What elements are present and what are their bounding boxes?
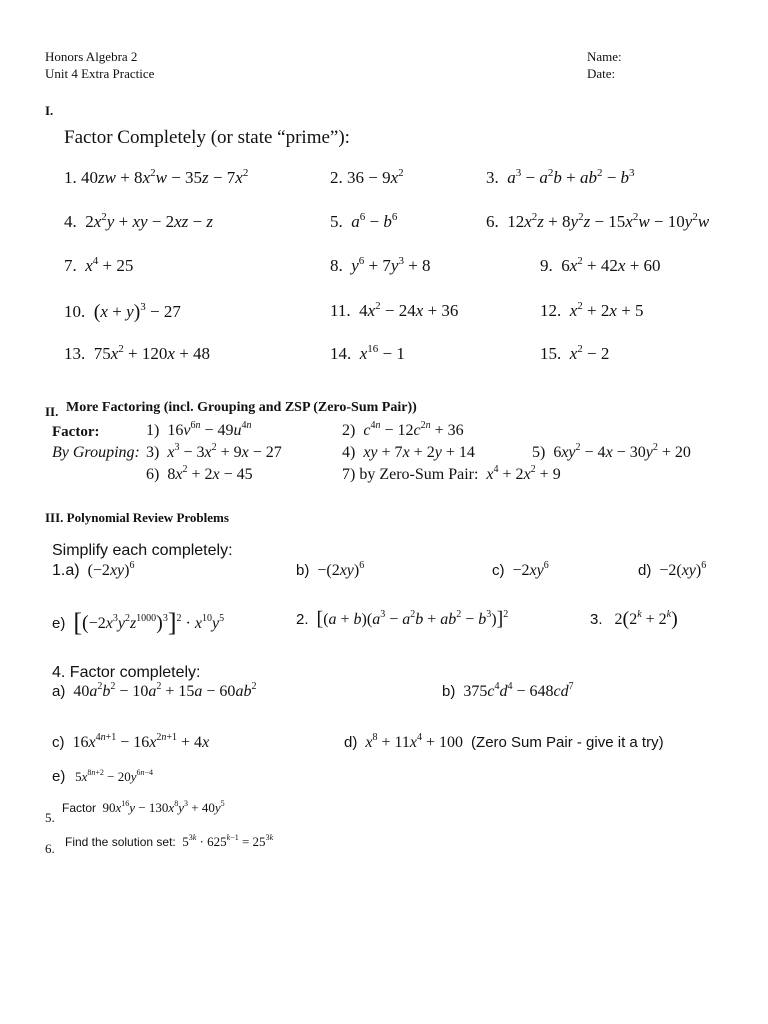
- problem-4c: c) $16x^{4n+1} - 16x^{2n+1} + 4x$: [52, 732, 210, 751]
- problem-3-2: 2. $[(a + b)(a^3 - a^2b + ab^2 - b^3)]^2$: [296, 608, 509, 630]
- problem-1-5: 5. $a^6 - b^6$: [330, 211, 398, 231]
- zero-sum-pair-note: (Zero Sum Pair - give it a try): [471, 734, 664, 751]
- problem-2-3: 3) $x^3 - 3x^2 + 9x - 27$: [146, 442, 282, 461]
- problem-3-1b: $b) -(2xy)^6$: [296, 560, 365, 579]
- problem-3-1a: 1.a) $(-2xy)^6$: [52, 560, 135, 579]
- problem-4a: a) $40a^2b^2 - 10a^2 + 15a - 60ab^2$: [52, 681, 257, 700]
- problem-1-2: 2. $36 - 9x^2$: [330, 167, 404, 187]
- problem-2-6: 6) $8x^2 + 2x - 45$: [146, 464, 253, 483]
- problem-1-6: 6. $12x^2z + 8y^2z - 15x^2w - 10y^2w$: [486, 211, 710, 231]
- problem-1-3: 3. $a^3 - a^2b + ab^2 - b^3$: [486, 167, 635, 187]
- problem-2-4: 4) xy + 7x + 2y + 14: [342, 444, 475, 461]
- problem-5: Factor $90x^{16}y - 130x^8y^3 + 40y^5$: [62, 799, 225, 815]
- problem-1-1: 1. $40zw + 8x^2w - 35z - 7x^2$: [64, 167, 249, 187]
- section-2-title: More Factoring (incl. Grouping and ZSP (Zero-Sum Pair)): [66, 400, 417, 415]
- factor-instruction: 4. Factor completely:: [52, 664, 201, 681]
- problem-3-3: 3. $2(2^k + 2^k)$: [590, 608, 678, 630]
- date-label: Date:: [587, 66, 616, 81]
- section-2-numeral: II.: [45, 404, 59, 419]
- problem-2-2: 2) $c^{4n} - 12c^{2n} + 36$: [342, 420, 464, 439]
- name-label: Name:: [587, 49, 622, 64]
- problem-2-5: 5) $6xy^2 - 4x - 30y^2 + 20$: [532, 442, 691, 461]
- factor-label: Factor:: [52, 424, 100, 440]
- problem-2-7: 7) by Zero-Sum Pair: $x^4 + 2x^2 + 9$: [342, 464, 561, 483]
- problem-4e: e) $5x^{8n+2} - 20y^{6n-4}$: [52, 768, 154, 785]
- grouping-label: By Grouping:: [52, 444, 140, 461]
- problem-6: Find the solution set: $5^{3k} \cdot 625^{k-1} = 25^{3k}$: [65, 833, 274, 849]
- section-1-instruction: Factor Completely (or state “prime”):: [64, 127, 350, 148]
- section-3-title: III. Polynomial Review Problems: [45, 510, 229, 525]
- course-title: Honors Algebra 2: [45, 49, 138, 64]
- unit-title: Unit 4 Extra Practice: [45, 66, 155, 81]
- problem-1-12: 12. $x^2 + 2x + 5$: [540, 300, 644, 320]
- problem-1-15: 15. $x^2 - 2$: [540, 343, 610, 363]
- problem-3-1c: $c) -2xy^6$: [492, 560, 549, 579]
- problem-2-1: 1) $16v^{6n} - 49u^{4n}$: [146, 420, 252, 439]
- problem-1-7: 7. $x^4 + 25$: [64, 255, 134, 275]
- problem-1-11: 11. $4x^2 - 24x + 36$: [330, 300, 459, 320]
- problem-5-number: 5.: [45, 810, 55, 825]
- problem-1-10: 10. $(x + y)^3 - 27$: [64, 301, 181, 323]
- problem-1-8: 8. $y^6 + 7y^3 + 8$: [330, 255, 431, 275]
- problem-1-9: 9. $6x^2 + 42x + 60$: [540, 255, 661, 275]
- problem-1-14: 14. $x^{16} - 1$: [330, 343, 405, 363]
- problem-3-1d: d) −2(xy)$^6$: [638, 560, 707, 579]
- problem-4b: b) $375c^4d^4 - 648cd^7$: [442, 681, 574, 700]
- section-1-numeral: I.: [45, 103, 54, 118]
- problem-1-13: 13. $75x^2 + 120x + 48$: [64, 343, 211, 363]
- problem-3-1e: e) $[(-2x^3y^2z^{1000})^3]^2 \cdot x^{10}y^5$: [52, 608, 225, 637]
- simplify-instruction: Simplify each completely:: [52, 542, 233, 559]
- problem-6-number: 6.: [45, 841, 55, 856]
- problem-1-4: 4. $2x^2y$ + xy − 2xz − z: [64, 211, 214, 231]
- problem-4d: d) $x^8 + 11x^4 + 100$ (Zero Sum Pair - give it a try): [344, 732, 664, 751]
